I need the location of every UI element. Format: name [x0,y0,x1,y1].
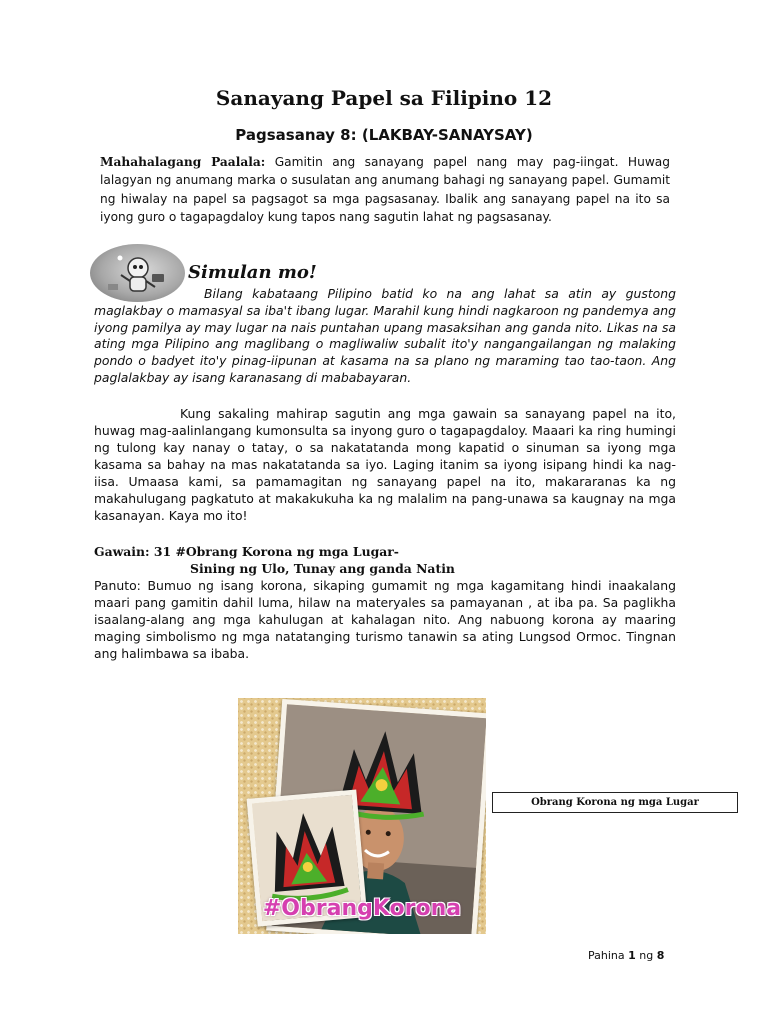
footer-prefix: Pahina [588,949,629,962]
page-subtitle: Pagsasanay 8: (LAKBAY-SANAYSAY) [235,126,533,144]
footer-current-page: 1 [628,949,636,962]
reminder-text: Gamitin ang sanayang papel nang may pag-iingat. Huwag lalagyan ng anumang marka o susulatan ang anumang bahagi ng sanayang papel. Gumamit ng hiwalay na papel sa pagsagot sa mga pagsasanay. Ibalik ang sanayang papel na ito sa iyong guro o tagapagdaloy kung tapos nang sagutin lahat ng pagsasanay. [100,155,670,225]
page-footer [588,949,664,962]
second-paragraph-block [94,405,676,524]
task-instructions: Panuto: Bumuo ng isang korona, sikaping gumamit ng mga kagamitang hindi inaakalang maari pang gamitin dahil luma, hilaw na materyales sa pamayanan , at iba pa. Sa paglikha isaalang-alang ang mga kahulugan at kahalagan nito. Ang nabuong korona ay maaring maging simbolismo ng mga natatanging turismo tanawin sa ating Lungsod Ormoc. Tingnan ang halimbawa sa ibaba. [94,578,676,661]
task-title: Gawain: 31 #Obrang Korona ng mga Lugar- [94,544,399,559]
page-title: Sanayang Papel sa Filipino 12 [215,86,553,110]
hashtag-overlay: #ObrangKorona [262,896,462,921]
section-heading: Simulan mo! [188,262,317,283]
image-caption: Obrang Korona ng mga Lugar [492,792,738,813]
crown-photo-collage [238,698,486,934]
reminder-note [100,153,670,227]
task-subtitle: Sining ng Ulo, Tunay ang ganda Natin [190,561,455,576]
reminder-label: Mahahalagang Paalala: [100,155,266,169]
footer-total-pages: 8 [656,949,665,962]
intro-paragraph-block [94,286,676,387]
footer-middle: ng [635,949,657,962]
intro-paragraph: Bilang kabataang Pilipino batid ko na ang lahat sa atin ay gustong maglakbay o mamasyal sa iba't ibang lugar. Marahil kung hindi nagkaroon ng pandemya ang iyong pamilya ay may lugar na nais puntahan upang masaksihan ang ganda nito. Likas na sa ating mga Pilipino ang maglibang o magliwaliw subalit ito'y nangangailangan ng malaking pondo o badyet ito'y pinag-iipunan at kasama na sa plano ng maraming tao tao-taon. Ang paglalakbay ay isang karanasang di mababayaran. [94,286,676,385]
second-paragraph: Kung sakaling mahirap sagutin ang mga gawain sa sanayang papel na ito, huwag mag-aalinlangang kumonsulta sa inyong guro o tagapagdaloy. Maaari ka ring humingi ng tulong kay nanay o tatay, o sa nakatatanda mong kapatid o sinuman sa iyong mga kasama sa bahay na mas nakatatanda sa iyo. Laging itanim sa iyong isipang hindi ka nag-iisa. Umaasa kami, sa pamamagitan ng sanayang papel na ito, makararanas ka ng makahulugang pagkatuto at makakukuha ka ng malalim na pang-unawa sa kaugnay na mga kasanayan. Kaya mo ito! [94,406,676,523]
